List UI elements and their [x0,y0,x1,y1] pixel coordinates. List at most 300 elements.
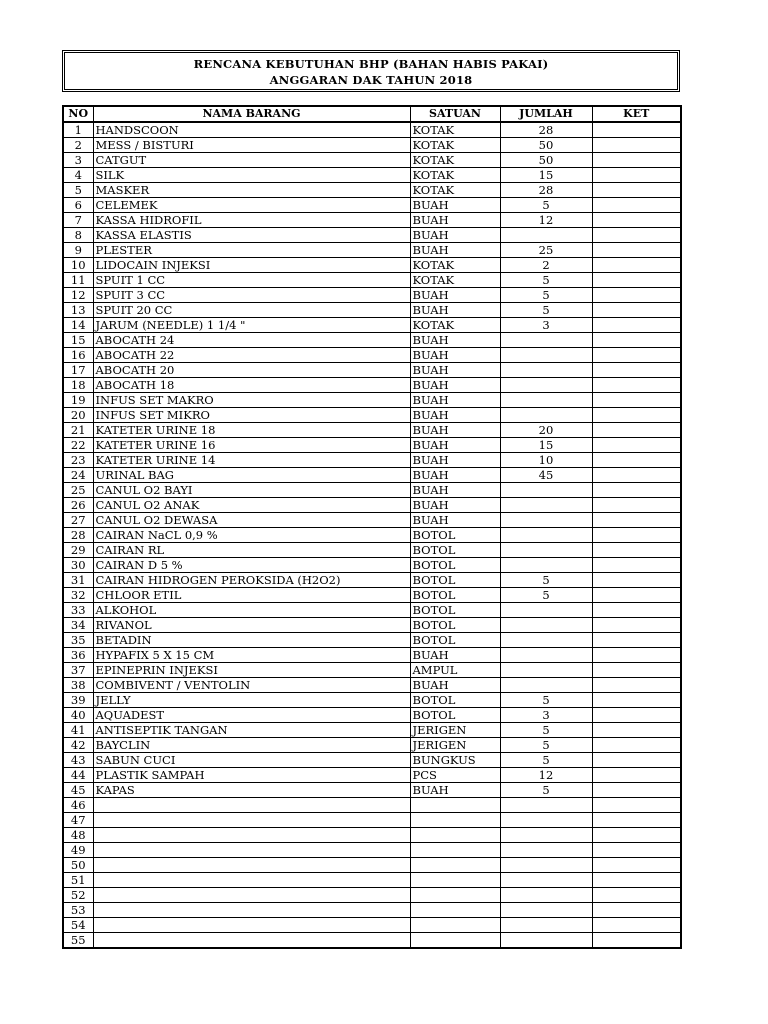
cell-jumlah [500,873,592,888]
cell-ket [592,693,681,708]
cell-no: 48 [63,828,93,843]
table-row [63,318,681,333]
table-row [63,483,681,498]
cell-satuan [410,918,500,933]
cell-no: 11 [63,273,93,288]
cell-ket [592,798,681,813]
cell-nama-barang: SILK [93,168,410,183]
cell-satuan: BOTOL [410,573,500,588]
cell-nama-barang: KASSA ELASTIS [93,228,410,243]
cell-no: 36 [63,648,93,663]
cell-satuan: BUAH [410,378,500,393]
table-row [63,468,681,483]
cell-no: 38 [63,678,93,693]
cell-satuan: BUAH [410,498,500,513]
cell-nama-barang: RIVANOL [93,618,410,633]
cell-no: 17 [63,363,93,378]
cell-satuan: KOTAK [410,183,500,198]
cell-no: 7 [63,213,93,228]
cell-nama-barang: CAIRAN D 5 % [93,558,410,573]
table-row [63,198,681,213]
cell-ket [592,888,681,903]
table-row [63,828,681,843]
cell-no: 18 [63,378,93,393]
cell-nama-barang [93,918,410,933]
cell-ket [592,138,681,153]
cell-ket [592,438,681,453]
cell-jumlah [500,618,592,633]
table-row [63,168,681,183]
cell-ket [592,573,681,588]
cell-no: 47 [63,813,93,828]
cell-nama-barang: KASSA HIDROFIL [93,213,410,228]
cell-nama-barang: JELLY [93,693,410,708]
cell-no: 13 [63,303,93,318]
cell-jumlah [500,228,592,243]
cell-satuan: BOTOL [410,588,500,603]
cell-jumlah [500,513,592,528]
cell-no: 14 [63,318,93,333]
cell-satuan: KOTAK [410,153,500,168]
cell-no: 3 [63,153,93,168]
cell-satuan: BUAH [410,333,500,348]
cell-nama-barang: INFUS SET MAKRO [93,393,410,408]
cell-no: 1 [63,122,93,138]
table-row [63,813,681,828]
table-row [63,423,681,438]
cell-jumlah: 5 [500,783,592,798]
cell-nama-barang: MASKER [93,183,410,198]
table-row [63,333,681,348]
cell-jumlah [500,333,592,348]
cell-nama-barang [93,888,410,903]
document-subtitle: ANGGARAN DAK TAHUN 2018 [269,73,473,87]
cell-satuan [410,813,500,828]
cell-satuan [410,843,500,858]
cell-nama-barang: SABUN CUCI [93,753,410,768]
cell-nama-barang: BAYCLIN [93,738,410,753]
cell-jumlah [500,348,592,363]
cell-satuan: KOTAK [410,273,500,288]
cell-no: 30 [63,558,93,573]
bhp-table [62,105,682,949]
cell-jumlah [500,663,592,678]
cell-no: 26 [63,498,93,513]
cell-nama-barang: URINAL BAG [93,468,410,483]
cell-jumlah [500,798,592,813]
table-row [63,903,681,918]
cell-nama-barang: PLASTIK SAMPAH [93,768,410,783]
table-row [63,918,681,933]
cell-satuan: KOTAK [410,138,500,153]
cell-ket [592,873,681,888]
table-row [63,603,681,618]
cell-nama-barang: MESS / BISTURI [93,138,410,153]
cell-nama-barang: CANUL O2 BAYI [93,483,410,498]
cell-ket [592,393,681,408]
cell-ket [592,363,681,378]
cell-satuan: BUAH [410,783,500,798]
cell-nama-barang: CHLOOR ETIL [93,588,410,603]
cell-jumlah: 5 [500,198,592,213]
cell-satuan [410,873,500,888]
cell-no: 20 [63,408,93,423]
cell-satuan: BOTOL [410,543,500,558]
cell-no: 28 [63,528,93,543]
table-row [63,873,681,888]
cell-nama-barang: KAPAS [93,783,410,798]
cell-no: 33 [63,603,93,618]
cell-jumlah: 3 [500,708,592,723]
table-row [63,633,681,648]
table-row [63,888,681,903]
cell-nama-barang [93,843,410,858]
cell-satuan: BUAH [410,198,500,213]
cell-ket [592,633,681,648]
table-row [63,393,681,408]
cell-nama-barang: JARUM (NEEDLE) 1 1/4 " [93,318,410,333]
cell-nama-barang: ABOCATH 24 [93,333,410,348]
cell-ket [592,258,681,273]
cell-ket [592,348,681,363]
table-row [63,288,681,303]
cell-ket [592,843,681,858]
cell-jumlah: 5 [500,573,592,588]
cell-ket [592,498,681,513]
cell-jumlah: 5 [500,723,592,738]
table-row [63,183,681,198]
table-row [63,768,681,783]
table-row [63,378,681,393]
cell-jumlah [500,408,592,423]
document-title: RENCANA KEBUTUHAN BHP (BAHAN HABIS PAKAI) [193,57,549,71]
cell-jumlah [500,888,592,903]
table-row [63,303,681,318]
cell-ket [592,558,681,573]
cell-nama-barang: ABOCATH 22 [93,348,410,363]
cell-jumlah [500,678,592,693]
cell-nama-barang: KATETER URINE 14 [93,453,410,468]
cell-nama-barang: INFUS SET MIKRO [93,408,410,423]
column-header-nama-barang: NAMA BARANG [93,106,410,122]
cell-no: 54 [63,918,93,933]
cell-jumlah: 5 [500,753,592,768]
cell-satuan: KOTAK [410,318,500,333]
cell-jumlah [500,903,592,918]
cell-jumlah [500,933,592,949]
table-row [63,348,681,363]
cell-nama-barang [93,933,410,949]
cell-ket [592,813,681,828]
cell-ket [592,768,681,783]
cell-jumlah: 5 [500,588,592,603]
cell-ket [592,303,681,318]
cell-satuan [410,858,500,873]
cell-ket [592,288,681,303]
cell-nama-barang: ALKOHOL [93,603,410,618]
cell-satuan: BUAH [410,393,500,408]
cell-no: 10 [63,258,93,273]
cell-ket [592,408,681,423]
cell-nama-barang: SPUIT 3 CC [93,288,410,303]
cell-no: 53 [63,903,93,918]
cell-jumlah [500,393,592,408]
cell-no: 2 [63,138,93,153]
cell-nama-barang [93,828,410,843]
cell-ket [592,213,681,228]
table-row [63,573,681,588]
cell-satuan [410,798,500,813]
cell-satuan: BUAH [410,213,500,228]
cell-satuan: BOTOL [410,693,500,708]
table-row [63,753,681,768]
table-row [63,498,681,513]
cell-jumlah: 5 [500,738,592,753]
cell-ket [592,828,681,843]
cell-jumlah [500,843,592,858]
cell-jumlah [500,813,592,828]
cell-satuan: KOTAK [410,168,500,183]
cell-jumlah: 5 [500,303,592,318]
cell-satuan: BOTOL [410,708,500,723]
cell-no: 24 [63,468,93,483]
cell-satuan: BUAH [410,513,500,528]
table-row [63,138,681,153]
cell-no: 6 [63,198,93,213]
cell-ket [592,618,681,633]
cell-satuan: BUAH [410,348,500,363]
cell-satuan [410,933,500,949]
cell-no: 45 [63,783,93,798]
cell-satuan: BUAH [410,483,500,498]
table-row [63,122,681,138]
cell-nama-barang: CAIRAN RL [93,543,410,558]
cell-no: 50 [63,858,93,873]
cell-nama-barang: CELEMEK [93,198,410,213]
cell-nama-barang [93,813,410,828]
cell-no: 37 [63,663,93,678]
cell-satuan [410,888,500,903]
cell-nama-barang: CANUL O2 ANAK [93,498,410,513]
table-row [63,558,681,573]
cell-no: 42 [63,738,93,753]
cell-nama-barang [93,858,410,873]
table-body [63,122,681,948]
cell-no: 49 [63,843,93,858]
cell-no: 9 [63,243,93,258]
table-row [63,858,681,873]
cell-ket [592,243,681,258]
table-row [63,783,681,798]
cell-satuan: BUAH [410,423,500,438]
column-header-jumlah: JUMLAH [500,106,592,122]
cell-nama-barang: ABOCATH 20 [93,363,410,378]
cell-jumlah: 5 [500,288,592,303]
cell-jumlah [500,528,592,543]
cell-satuan: BOTOL [410,603,500,618]
cell-jumlah [500,828,592,843]
cell-nama-barang: COMBIVENT / VENTOLIN [93,678,410,693]
cell-no: 52 [63,888,93,903]
cell-ket [592,603,681,618]
cell-jumlah: 2 [500,258,592,273]
cell-satuan: BUAH [410,288,500,303]
cell-satuan: KOTAK [410,122,500,138]
cell-ket [592,708,681,723]
cell-jumlah: 15 [500,168,592,183]
cell-satuan: BUAH [410,243,500,258]
cell-no: 41 [63,723,93,738]
table-row [63,153,681,168]
cell-no: 34 [63,618,93,633]
cell-ket [592,273,681,288]
cell-satuan: BUAH [410,363,500,378]
cell-satuan: KOTAK [410,258,500,273]
cell-jumlah: 50 [500,153,592,168]
cell-nama-barang: ANTISEPTIK TANGAN [93,723,410,738]
cell-no: 32 [63,588,93,603]
table-row [63,693,681,708]
column-header-satuan: SATUAN [410,106,500,122]
cell-ket [592,933,681,949]
table-row [63,213,681,228]
cell-ket [592,723,681,738]
cell-jumlah [500,378,592,393]
cell-jumlah [500,483,592,498]
table-row [63,648,681,663]
cell-no: 51 [63,873,93,888]
cell-ket [592,588,681,603]
cell-jumlah [500,363,592,378]
cell-nama-barang: SPUIT 20 CC [93,303,410,318]
cell-satuan: BUAH [410,453,500,468]
cell-nama-barang: CANUL O2 DEWASA [93,513,410,528]
cell-satuan: BUAH [410,228,500,243]
cell-ket [592,153,681,168]
cell-satuan: BUAH [410,468,500,483]
table-row [63,513,681,528]
cell-ket [592,543,681,558]
cell-nama-barang: HYPAFIX 5 X 15 CM [93,648,410,663]
table-row [63,258,681,273]
cell-nama-barang: LIDOCAIN INJEKSI [93,258,410,273]
cell-ket [592,378,681,393]
cell-ket [592,423,681,438]
cell-no: 25 [63,483,93,498]
cell-nama-barang [93,903,410,918]
table-row [63,738,681,753]
cell-jumlah: 25 [500,243,592,258]
cell-jumlah: 15 [500,438,592,453]
cell-satuan: BOTOL [410,633,500,648]
cell-satuan [410,903,500,918]
cell-no: 4 [63,168,93,183]
table-row [63,678,681,693]
cell-no: 16 [63,348,93,363]
cell-ket [592,903,681,918]
cell-no: 21 [63,423,93,438]
cell-nama-barang: AQUADEST [93,708,410,723]
table-row [63,453,681,468]
cell-no: 39 [63,693,93,708]
cell-ket [592,122,681,138]
table-row [63,843,681,858]
cell-no: 12 [63,288,93,303]
table-row [63,438,681,453]
cell-no: 55 [63,933,93,949]
cell-ket [592,753,681,768]
cell-satuan: BUAH [410,408,500,423]
cell-satuan: BOTOL [410,618,500,633]
cell-no: 27 [63,513,93,528]
cell-jumlah: 50 [500,138,592,153]
cell-jumlah: 5 [500,273,592,288]
cell-nama-barang: KATETER URINE 18 [93,423,410,438]
cell-ket [592,483,681,498]
cell-satuan [410,828,500,843]
cell-ket [592,513,681,528]
cell-jumlah [500,543,592,558]
cell-no: 43 [63,753,93,768]
cell-nama-barang: HANDSCOON [93,122,410,138]
cell-jumlah [500,603,592,618]
cell-jumlah [500,858,592,873]
cell-jumlah [500,633,592,648]
cell-no: 15 [63,333,93,348]
table-row [63,723,681,738]
cell-ket [592,678,681,693]
cell-nama-barang: CATGUT [93,153,410,168]
document-title-box [62,50,680,92]
cell-nama-barang: ABOCATH 18 [93,378,410,393]
cell-nama-barang: KATETER URINE 16 [93,438,410,453]
cell-no: 46 [63,798,93,813]
cell-ket [592,333,681,348]
cell-ket [592,783,681,798]
cell-satuan: BOTOL [410,558,500,573]
cell-ket [592,738,681,753]
table-row [63,273,681,288]
cell-satuan: AMPUL [410,663,500,678]
cell-satuan: BUAH [410,438,500,453]
cell-nama-barang: CAIRAN HIDROGEN PEROKSIDA (H2O2) [93,573,410,588]
cell-jumlah [500,558,592,573]
cell-no: 8 [63,228,93,243]
cell-ket [592,648,681,663]
cell-no: 44 [63,768,93,783]
cell-no: 22 [63,438,93,453]
cell-no: 19 [63,393,93,408]
table-row [63,528,681,543]
cell-nama-barang [93,873,410,888]
cell-jumlah [500,648,592,663]
cell-ket [592,528,681,543]
column-header-ket: KET [592,106,681,122]
cell-no: 23 [63,453,93,468]
table-row [63,663,681,678]
table-row [63,933,681,949]
cell-ket [592,468,681,483]
table-row [63,408,681,423]
cell-no: 29 [63,543,93,558]
cell-no: 40 [63,708,93,723]
cell-nama-barang: SPUIT 1 CC [93,273,410,288]
cell-satuan: BOTOL [410,528,500,543]
cell-no: 5 [63,183,93,198]
cell-nama-barang: EPINEPRIN INJEKSI [93,663,410,678]
cell-nama-barang: CAIRAN NaCL 0,9 % [93,528,410,543]
cell-satuan: JERIGEN [410,723,500,738]
